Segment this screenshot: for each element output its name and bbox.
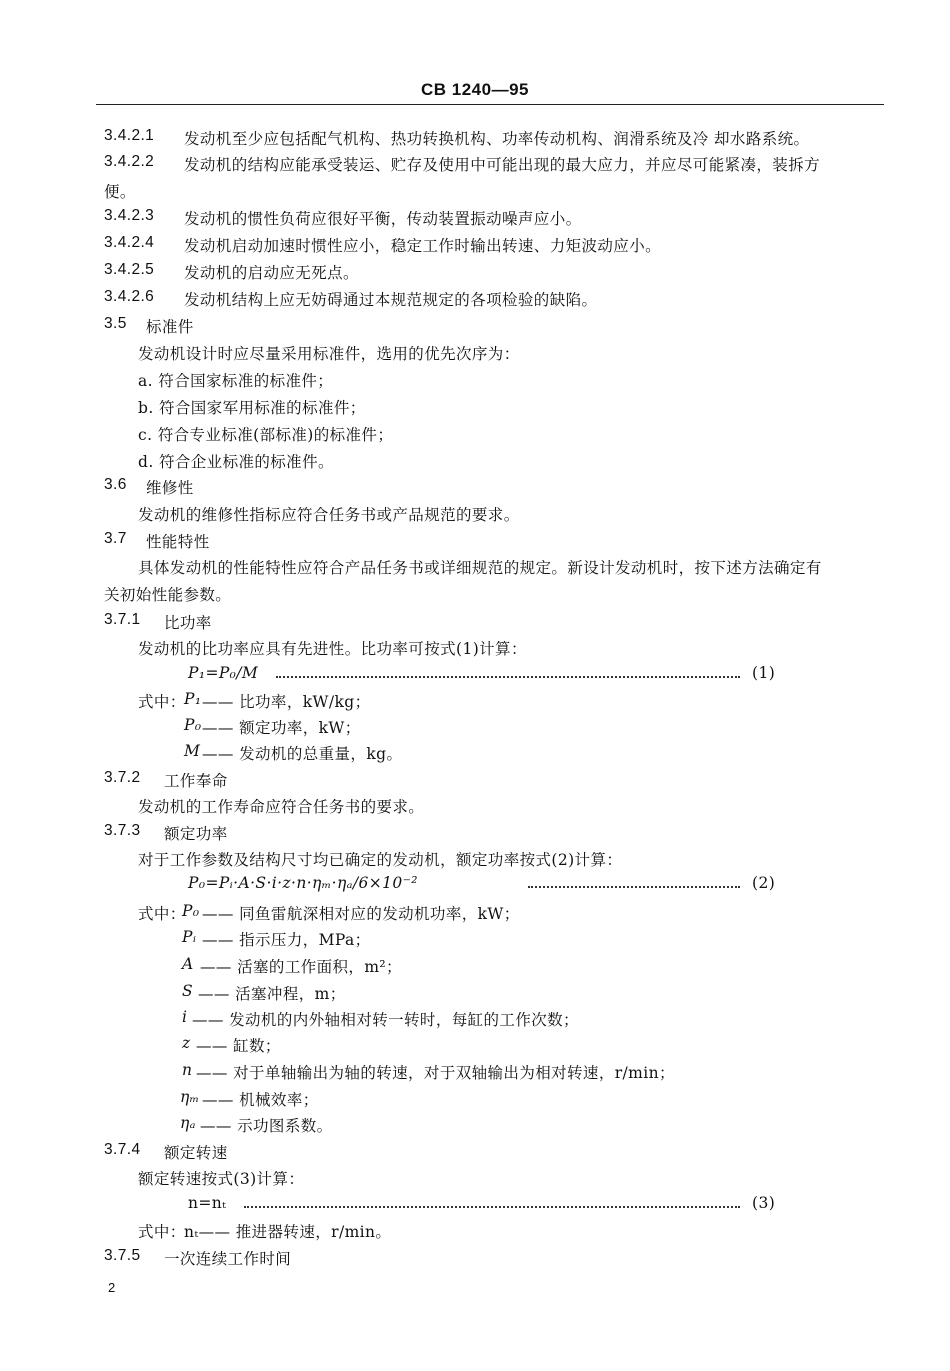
clause-text: 发动机的惯性负荷应很好平衡，传动装置振动噪声应小。 — [184, 210, 582, 228]
page-number: 2 — [108, 1280, 116, 1295]
section-title: 性能特性 — [146, 533, 210, 551]
section-title: 额定转速 — [164, 1144, 228, 1162]
variable-symbol: n — [182, 1061, 193, 1079]
variable-symbol: M — [184, 742, 201, 760]
where-label: 式中： — [138, 1223, 186, 1241]
paragraph: 额定转速按式(3)计算： — [138, 1170, 305, 1188]
section-number: 3.7 — [104, 530, 127, 547]
variable-symbol: S — [182, 982, 194, 1000]
section-title: 一次连续工作时间 — [164, 1250, 292, 1268]
section-number: 3.7.2 — [104, 769, 141, 786]
variable-symbol: i — [182, 1008, 188, 1026]
variable-desc: —— 对于单轴输出为轴的转速，对于双轴输出为相对转速，r/min； — [196, 1064, 675, 1082]
variable-symbol: ηₐ — [180, 1114, 196, 1132]
dot-leader — [276, 664, 740, 678]
formula: P₀=Pᵢ·A·S·i·z·n·ηₘ·ηₐ/6×10⁻² — [188, 874, 418, 892]
paragraph: 发动机的工作寿命应符合任务书的要求。 — [138, 798, 425, 816]
list-item: b. 符合国家军用标准的标准件； — [138, 399, 366, 417]
equation-number: (2) — [752, 874, 776, 892]
variable-symbol: Pᵢ — [182, 928, 197, 946]
section-number: 3.7.1 — [104, 611, 141, 628]
clause-number: 3.4.2.2 — [104, 153, 155, 170]
variable-desc: —— 活塞的工作面积，m²； — [200, 958, 402, 976]
variable-desc: —— 活塞冲程，m； — [198, 985, 346, 1003]
clause-number: 3.4.2.5 — [104, 261, 155, 278]
variable-desc: —— 额定功率，kW； — [202, 719, 361, 737]
paragraph: 发动机的比功率应具有先进性。比功率可按式(1)计算： — [138, 640, 527, 658]
list-item: a. 符合国家标准的标准件； — [138, 372, 334, 390]
variable-desc: —— 发动机的总重量，kg。 — [202, 745, 403, 763]
clause-text: 发动机结构上应无妨碍通过本规范规定的各项检验的缺陷。 — [184, 291, 598, 309]
variable-desc: —— 比功率，kW/kg； — [202, 693, 371, 711]
variable-symbol: ηₘ — [180, 1088, 200, 1106]
clause-number: 3.4.2.1 — [104, 127, 155, 144]
section-title: 维修性 — [146, 479, 194, 497]
clause-number: 3.4.2.3 — [104, 207, 155, 224]
section-number: 3.5 — [104, 315, 127, 332]
clause-text-continuation: 便。 — [104, 183, 136, 201]
section-title: 比功率 — [164, 614, 212, 632]
clause-number: 3.4.2.6 — [104, 288, 155, 305]
variable-desc: —— 机械效率； — [202, 1091, 319, 1109]
section-number: 3.7.4 — [104, 1141, 141, 1158]
clause-text: 发动机启动加速时惯性应小，稳定工作时输出转速、力矩波动应小。 — [184, 237, 662, 255]
equation-number: (1) — [752, 664, 776, 682]
section-number: 3.7.3 — [104, 822, 141, 839]
clause-number: 3.4.2.4 — [104, 234, 155, 251]
variable-desc: —— 示功图系数。 — [200, 1117, 333, 1135]
clause-text: 发动机至少应包括配气机构、热功转换机构、功率传动机构、润滑系统及冷 却水路系统。 — [184, 130, 810, 148]
section-number: 3.6 — [104, 476, 127, 493]
variable-symbol: A — [182, 955, 194, 973]
dot-leader — [244, 1194, 740, 1208]
variable-symbol: z — [182, 1034, 191, 1052]
variable-desc: —— 同鱼雷航深相对应的发动机功率，kW； — [202, 905, 520, 923]
paragraph-continuation: 关初始性能参数。 — [104, 586, 232, 604]
list-item: c. 符合专业标准(部标准)的标准件； — [138, 426, 394, 444]
list-item: d. 符合企业标准的标准件。 — [138, 453, 334, 471]
where-label: 式中： — [138, 693, 186, 711]
clause-text: 发动机的启动应无死点。 — [184, 264, 359, 282]
clause-text: 发动机的结构应能承受装运、贮存及使用中可能出现的最大应力，并应尽可能紧凑，装拆方 — [184, 156, 821, 174]
standard-number-header: CB 1240—95 — [420, 80, 529, 99]
variable-symbol: P₀ — [184, 716, 202, 734]
paragraph: 发动机的维修性指标应符合任务书或产品规范的要求。 — [138, 506, 520, 524]
paragraph: 对于工作参数及结构尺寸均已确定的发动机，额定功率按式(2)计算： — [138, 851, 623, 869]
variable-symbol: P₁ — [184, 690, 202, 708]
paragraph: 发动机设计时应尽量采用标准件，选用的优先次序为： — [138, 345, 520, 363]
section-number: 3.7.5 — [104, 1247, 141, 1264]
header-rule — [96, 104, 884, 105]
section-title: 工作奉命 — [164, 772, 228, 790]
formula: P₁=P₀/M — [188, 664, 259, 682]
variable-desc: —— 缸数； — [196, 1037, 281, 1055]
variable-desc: —— 发动机的内外轴相对转一转时，每缸的工作次数； — [192, 1011, 579, 1029]
where-label: 式中： — [138, 905, 186, 923]
equation-number: (3) — [752, 1194, 776, 1212]
variable-symbol: P₀ — [182, 902, 200, 920]
section-title: 标准件 — [146, 318, 194, 336]
formula: n=nₜ — [188, 1194, 227, 1212]
variable-desc: nₜ—— 推进器转速，r/min。 — [184, 1223, 392, 1241]
dot-leader — [528, 874, 740, 888]
paragraph: 具体发动机的性能特性应符合产品任务书或详细规范的规定。新设计发动机时，按下述方法确定有 — [138, 559, 822, 577]
variable-desc: —— 指示压力，MPa； — [202, 931, 371, 949]
section-title: 额定功率 — [164, 825, 228, 843]
